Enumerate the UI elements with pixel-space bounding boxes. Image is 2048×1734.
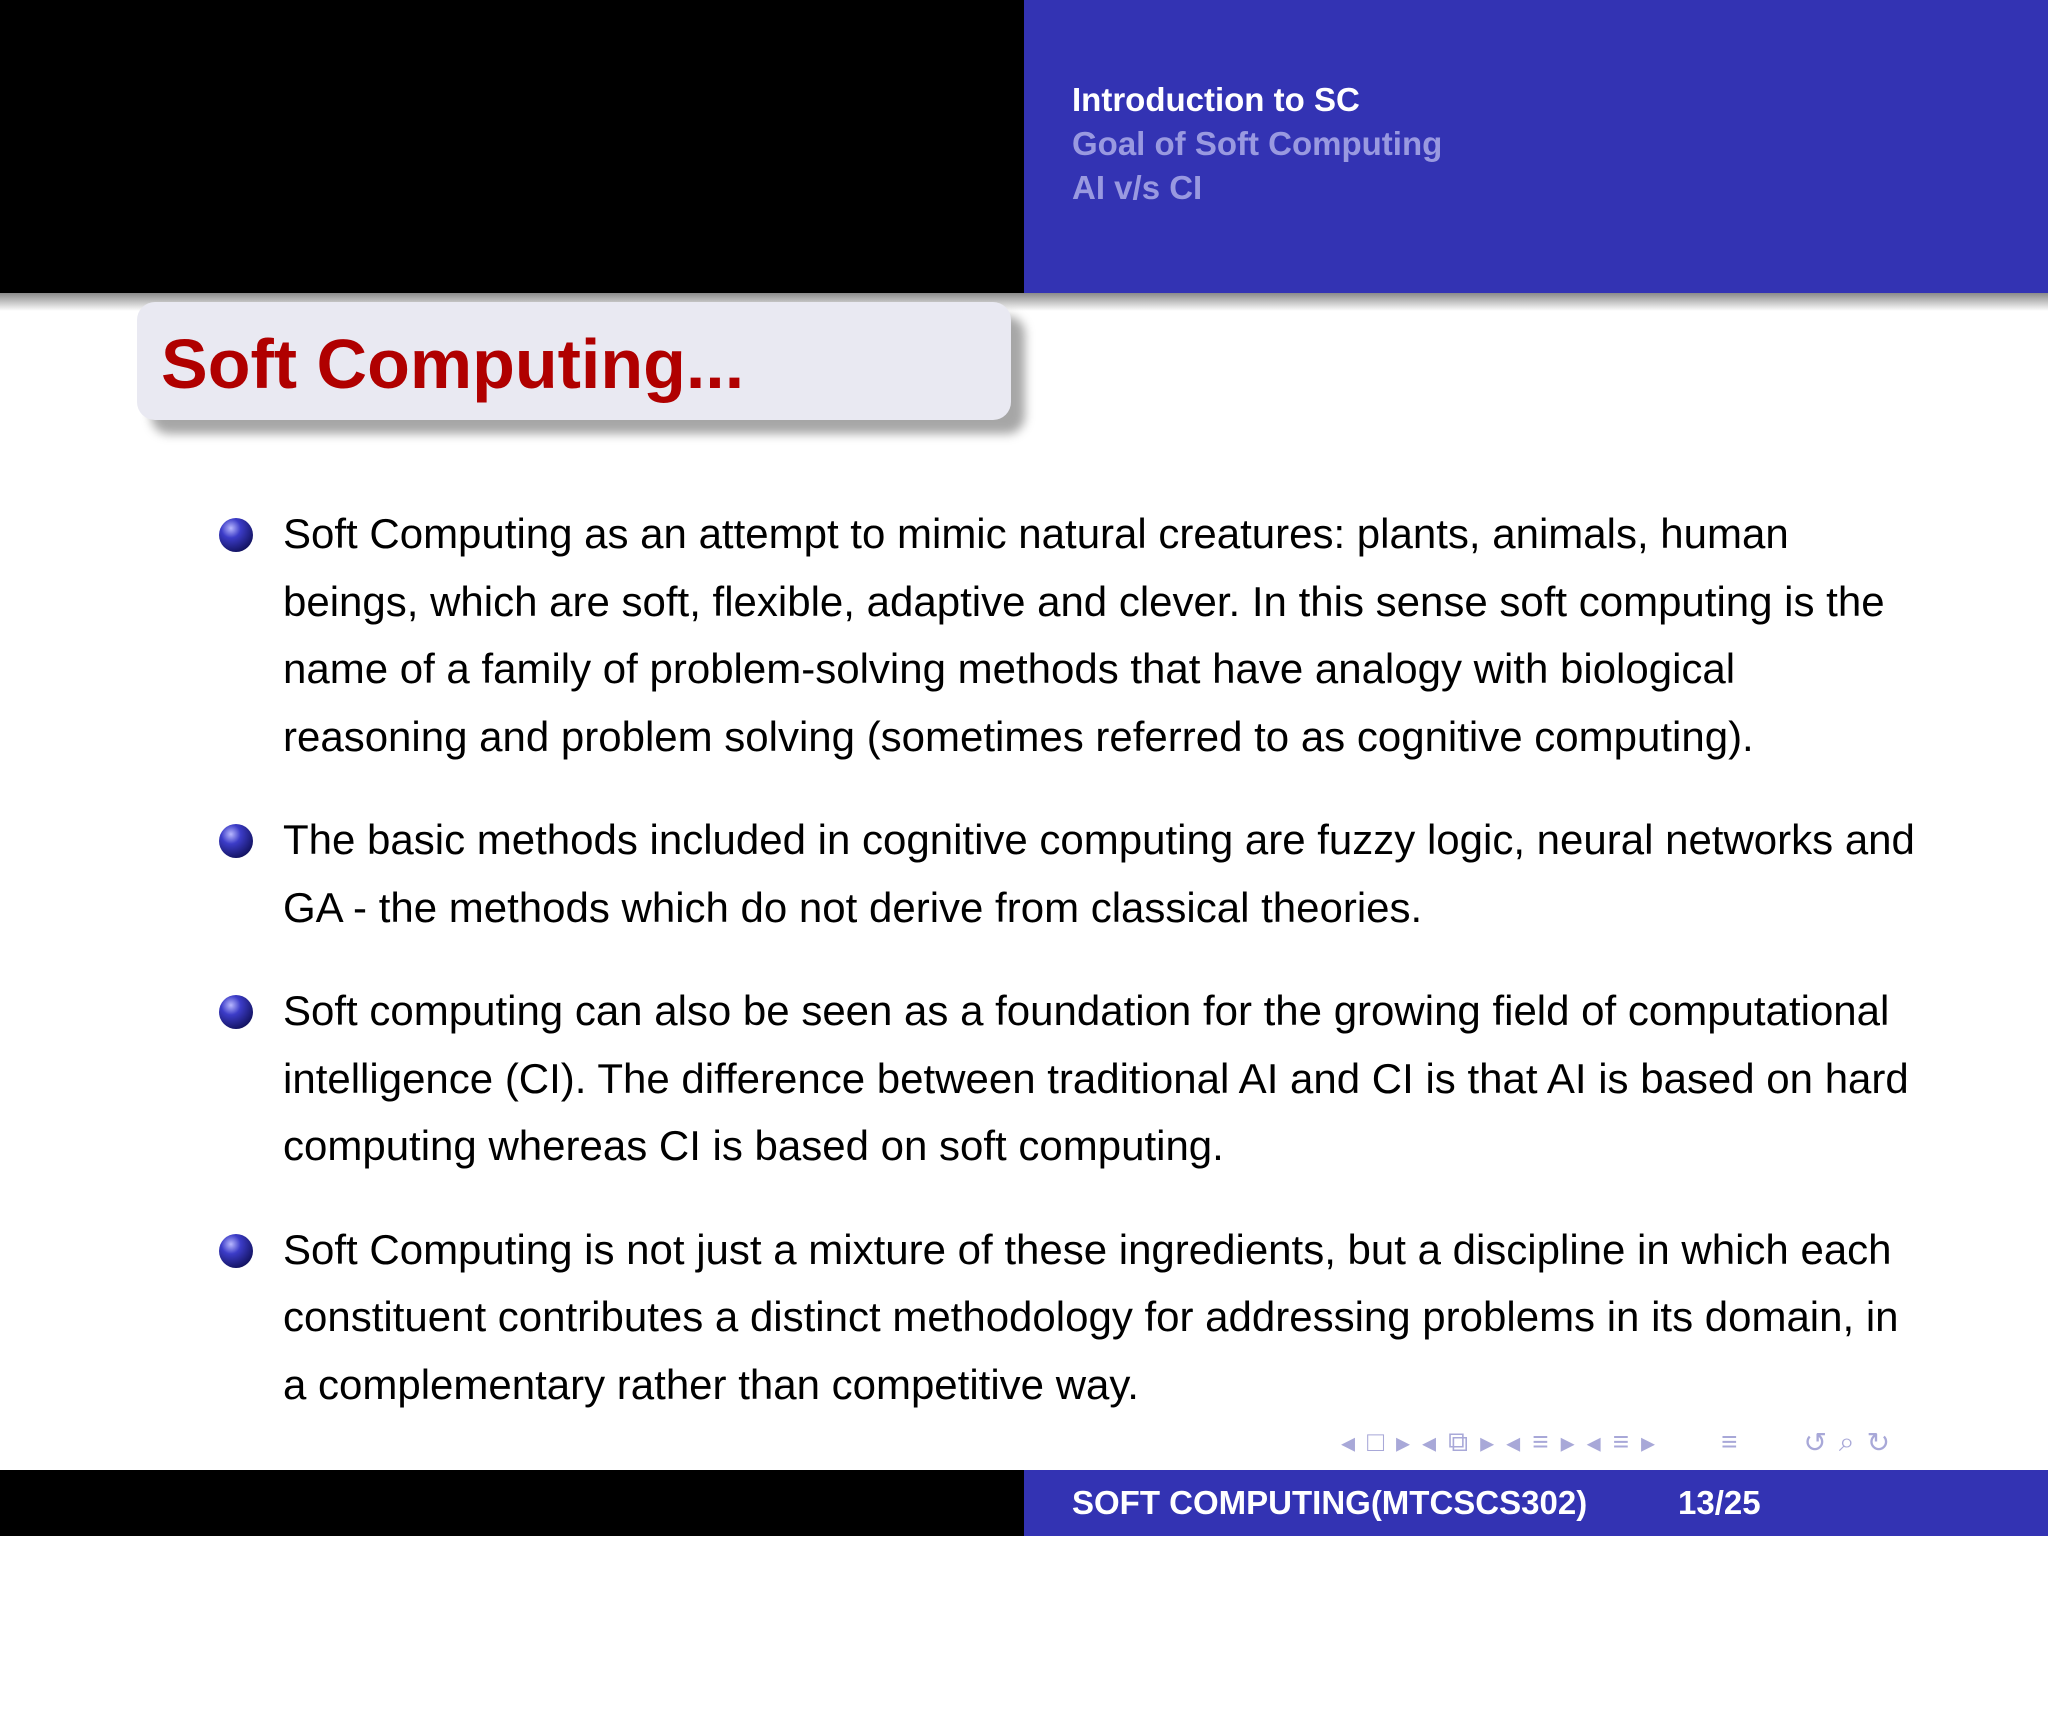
nav-prev-icon[interactable]: ◂ xyxy=(1341,1426,1356,1458)
nav-appendix-icon[interactable]: ≡ xyxy=(1721,1426,1738,1457)
nav-subsection-icon[interactable]: ⧉ xyxy=(1448,1425,1469,1457)
subsection-nav xyxy=(1072,78,1442,210)
nav-next-icon[interactable]: ▸ xyxy=(1641,1426,1656,1458)
subsection-nav-item-active[interactable]: Introduction to SC xyxy=(1072,81,1360,118)
bullet-text: Soft Computing is not just a mixture of these ingredients, but a discipline in which each constituent contributes a distinct methodology for addressing problems in its domain, in a complementary rather than competitive way. xyxy=(283,1225,1899,1408)
bullet-ball-icon xyxy=(219,824,253,858)
header-right-panel xyxy=(1024,0,2048,293)
bullet-text: Soft computing can also be seen as a foundation for the growing field of computational intelligence (CI). The difference between traditional AI and CI is that AI is based on hard computing whereas CI is based on soft computing. xyxy=(283,987,1909,1169)
nav-prev-icon[interactable]: ◂ xyxy=(1506,1426,1521,1458)
bullet-item xyxy=(217,1216,1917,1419)
footer-page-number: 13/25 xyxy=(1678,1484,1761,1521)
nav-next-icon[interactable]: ▸ xyxy=(1395,1426,1411,1458)
subsection-nav-item[interactable]: AI v/s CI xyxy=(1072,169,1203,206)
nav-next-icon[interactable]: ▸ xyxy=(1560,1426,1575,1458)
bullet-text: Soft Computing as an attempt to mimic natural creatures: plants, animals, human beings, which are soft, flexible, adaptive and clever. In this sense soft computing is the name of a family of problem-solving methods that have analogy with biological reasoning and problem solving (sometimes referred to as cognitive computing). xyxy=(283,510,1885,760)
nav-next-icon[interactable]: ▸ xyxy=(1480,1426,1495,1458)
subsection-nav-item[interactable]: Goal of Soft Computing xyxy=(1072,125,1443,162)
bullet-ball-icon xyxy=(219,995,253,1029)
nav-prev-icon[interactable]: ◂ xyxy=(1586,1426,1601,1458)
header-left-panel xyxy=(0,0,1024,293)
frame-title: Soft Computing... xyxy=(161,325,745,403)
nav-document-icon[interactable]: ≡ xyxy=(1612,1426,1630,1457)
nav-frame-icon[interactable]: □ xyxy=(1367,1426,1384,1457)
bullet-item xyxy=(217,806,1917,941)
footer xyxy=(0,1470,2048,1536)
bullet-item xyxy=(217,500,1917,770)
nav-section-icon[interactable]: ≡ xyxy=(1532,1426,1549,1457)
nav-search-icon[interactable]: ⌕ xyxy=(1838,1425,1855,1457)
bullet-ball-icon xyxy=(219,518,253,552)
bullet-list xyxy=(217,500,1917,1454)
nav-undo-icon[interactable]: ↺ xyxy=(1803,1426,1827,1458)
beamer-navigation-symbols xyxy=(1335,1422,1896,1462)
footer-left-panel xyxy=(0,1470,1024,1536)
bullet-text: The basic methods included in cognitive computing are fuzzy logic, neural networks and GA - the methods which do not derive from classical theories. xyxy=(283,816,1915,931)
frame-title-box xyxy=(137,302,1011,420)
nav-redo-icon[interactable]: ↻ xyxy=(1866,1426,1891,1458)
footer-course: SOFT COMPUTING(MTCSCS302) xyxy=(1072,1484,1588,1521)
nav-prev-icon[interactable]: ◂ xyxy=(1422,1426,1437,1458)
header xyxy=(0,0,2048,293)
bullet-item xyxy=(217,977,1917,1180)
bullet-ball-icon xyxy=(219,1234,253,1268)
